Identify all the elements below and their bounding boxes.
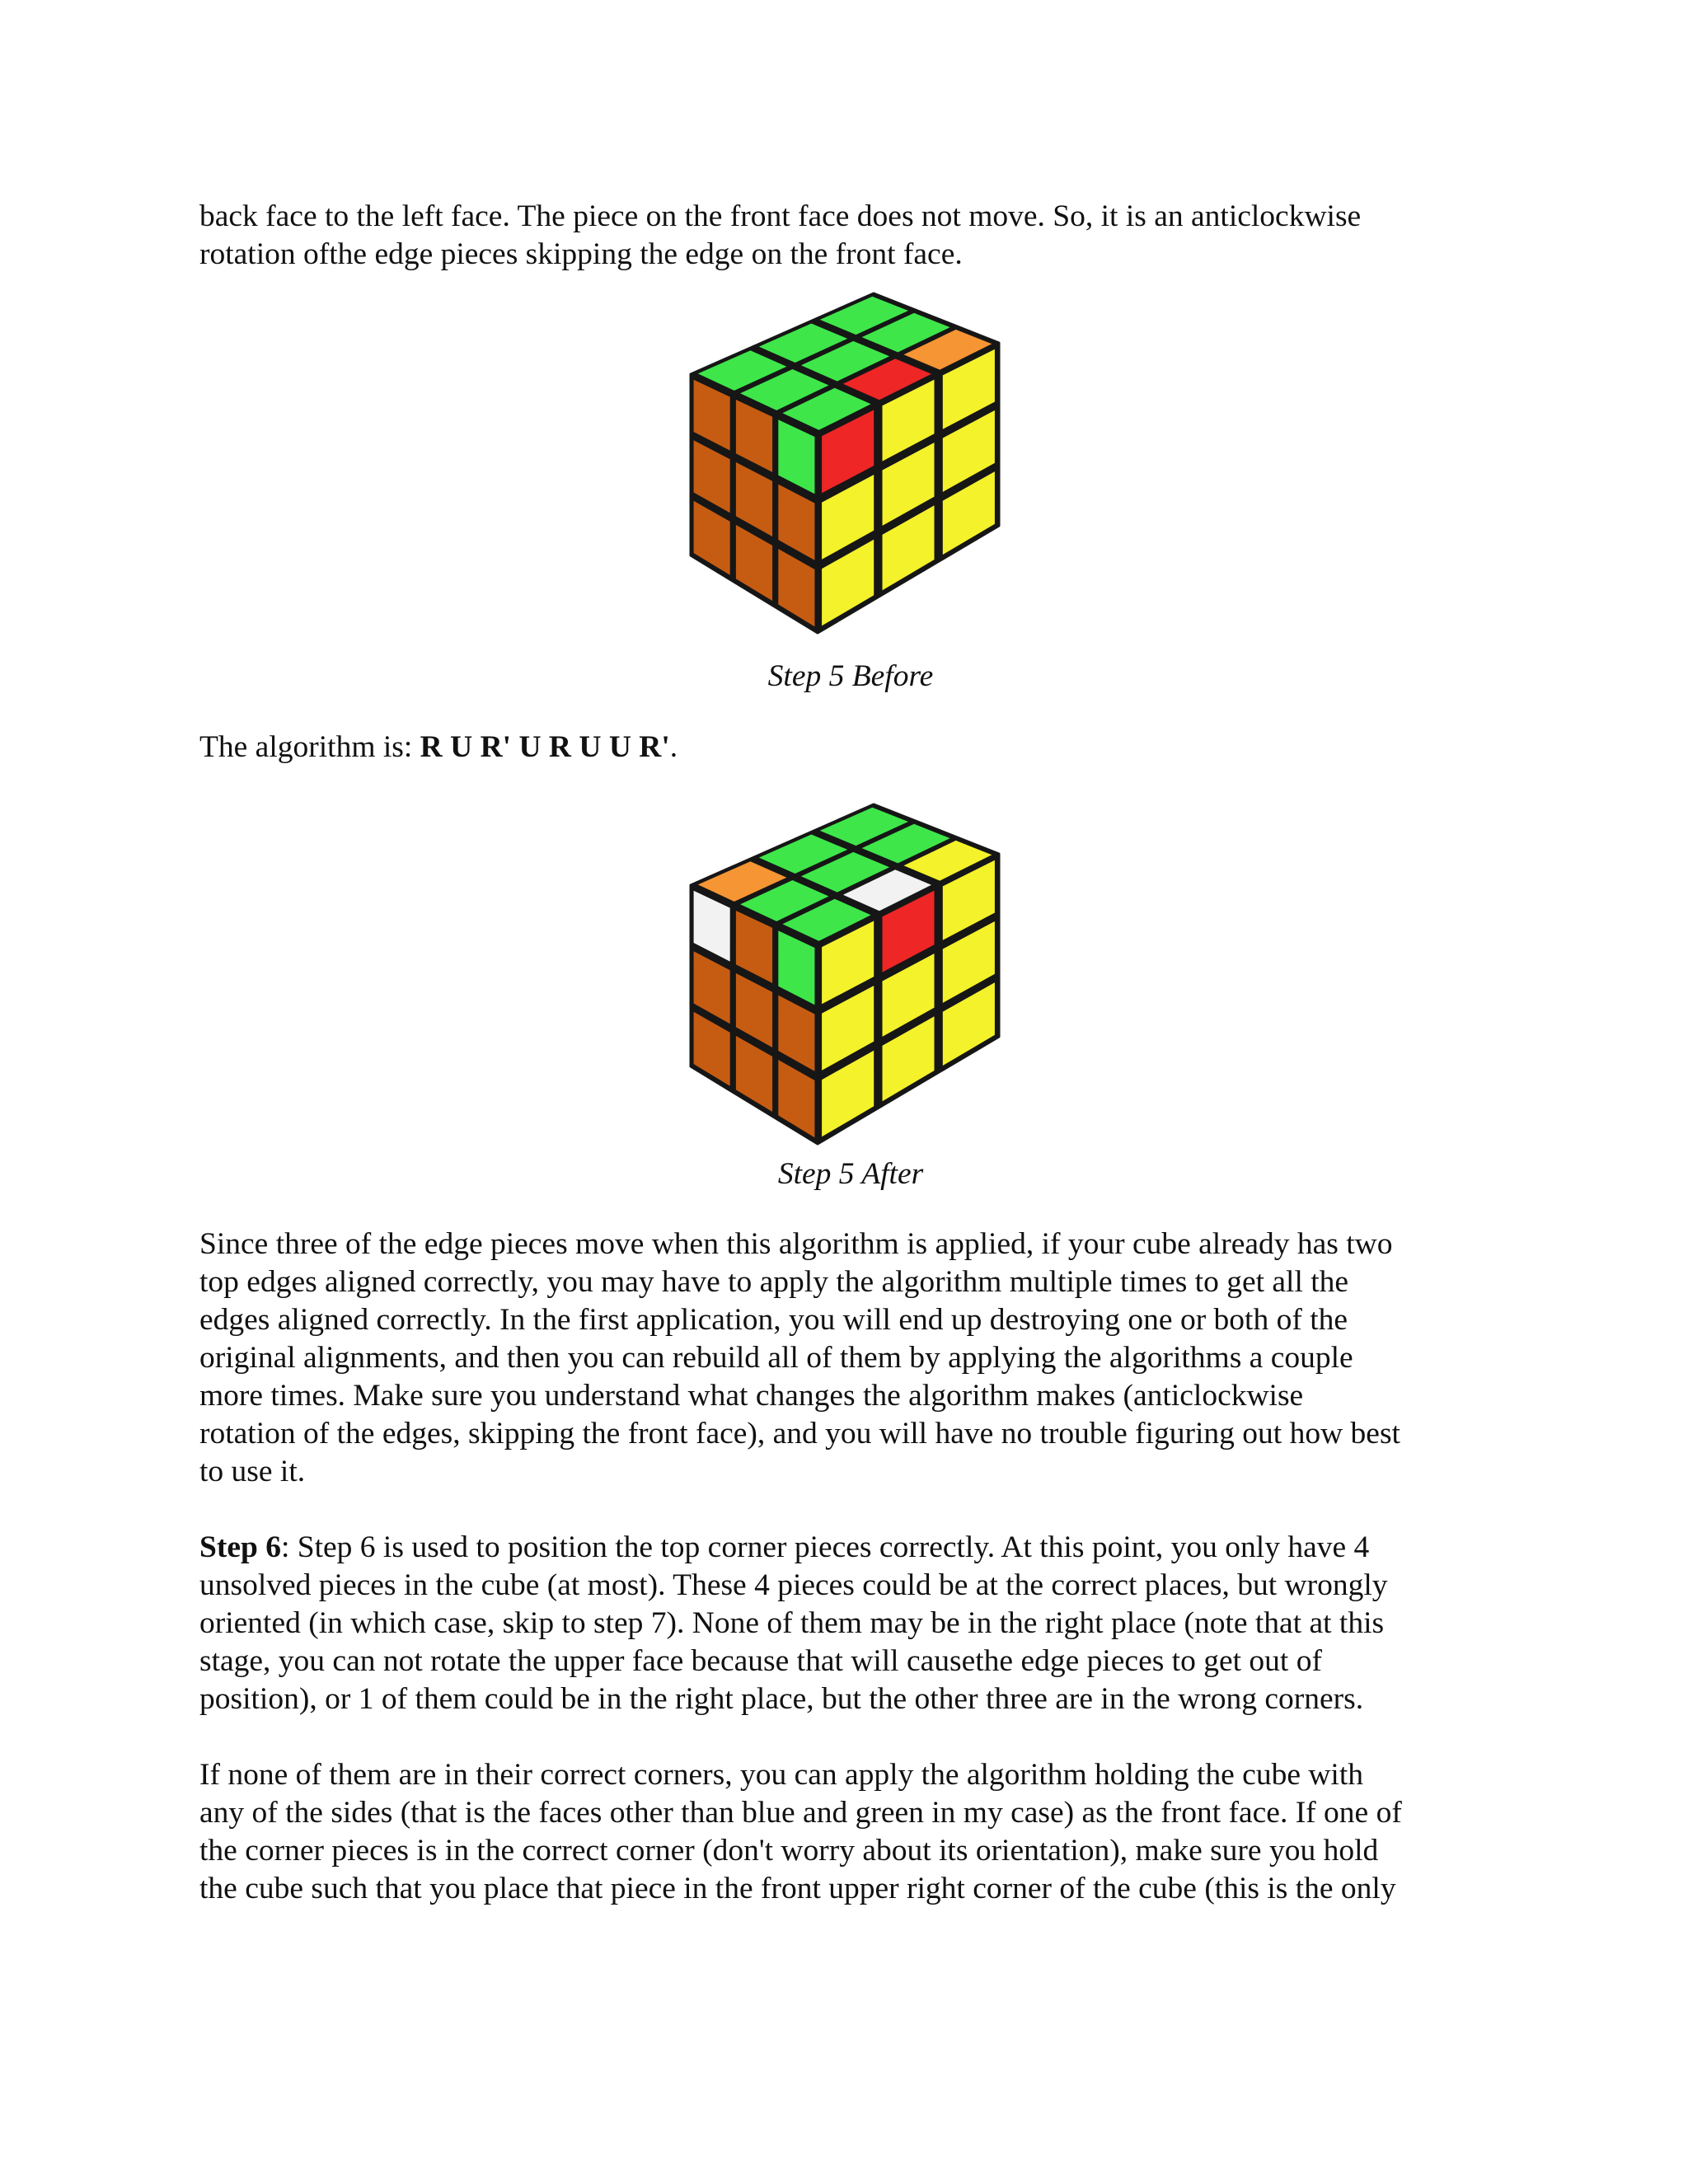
algorithm-suffix: . [669,730,678,764]
cube-image-after [676,790,1014,1152]
paragraph-edges [199,1226,1502,1491]
figure-caption: Step 5 After [777,1157,924,1191]
text-line: more times. Make sure you understand what changes the algorithm makes (anticlockwise [199,1379,1304,1413]
figure-step5-before [199,274,1502,710]
paragraph-corners [199,1756,1502,1908]
text-line: to use it. [199,1455,306,1488]
step6-first-line: : Step 6 is used to position the top corner pieces correctly. At this point, you only have 4 [280,1530,1370,1564]
text-line: original alignments, and then you can rebuild all of them by applying the algorithms a couple [199,1341,1353,1375]
text-line: back face to the left face. The piece on the front face does not move. So, it is an anticlockwise [199,199,1362,233]
figure-step5-after [199,766,1502,1226]
paragraph-step6 [199,1529,1502,1718]
text-line [199,1529,1502,1567]
text-line: rotation ofthe edge pieces skipping the edge on the front face. [199,237,963,271]
text-line: position), or 1 of them could be in the right place, but the other three are in the wrong corners. [199,1682,1364,1716]
intro-paragraph [199,198,1502,274]
algorithm-prefix: The algorithm is: [199,730,420,764]
figure-caption: Step 5 Before [767,659,934,693]
text-line: oriented (in which case, skip to step 7). None of them may be in the right place (note that at this [199,1606,1385,1640]
text-line: rotation of the edges, skipping the front face), and you will have no trouble figuring out how best [199,1417,1400,1451]
cube-image-before [676,279,1014,641]
text-line: stage, you can not rotate the upper face because that will causethe edge pieces to get out of [199,1644,1322,1678]
text-line: If none of them are in their correct corners, you can apply the algorithm holding the cube with [199,1758,1364,1792]
algorithm-moves: R U R' U R U U R' [420,730,670,764]
step6-label: Step 6 [199,1530,281,1564]
text-line: the corner pieces is in the correct corner (don't worry about its orientation), make sure you hold [199,1834,1379,1868]
text-line: top edges aligned correctly, you may have to apply the algorithm multiple times to get all the [199,1265,1349,1299]
algorithm-line [199,729,1502,766]
text-line: any of the sides (that is the faces other than blue and green in my case) as the front face. If one of [199,1796,1402,1830]
text-line: Since three of the edge pieces move when this algorithm is applied, if your cube already has two [199,1227,1393,1261]
document-page [199,198,1502,1908]
text-line: unsolved pieces in the cube (at most). These 4 pieces could be at the correct places, but wrongly [199,1568,1388,1602]
text-line: edges aligned correctly. In the first application, you will end up destroying one or both of the [199,1303,1348,1337]
text-line: the cube such that you place that piece in the front upper right corner of the cube (this is the only [199,1872,1396,1905]
